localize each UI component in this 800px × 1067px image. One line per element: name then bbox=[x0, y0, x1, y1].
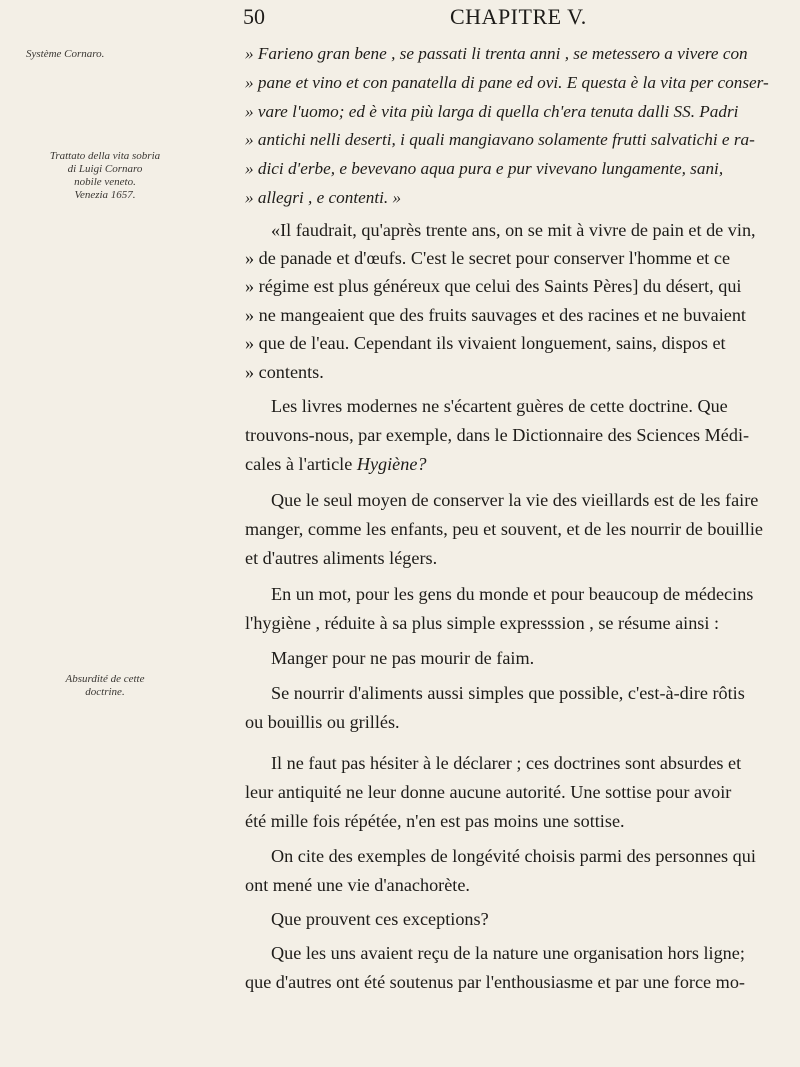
paragraph-line: Que prouvent ces exceptions? bbox=[271, 909, 489, 929]
paragraph-line: Que les uns avaient reçu de la nature une organisation hors ligne; bbox=[271, 943, 745, 963]
margin-note-line: di Luigi Cornaro bbox=[67, 163, 143, 175]
french-quote-line: » contents. bbox=[245, 362, 324, 382]
paragraph-line: et d'autres aliments légers. bbox=[245, 548, 438, 568]
paragraph-line: Que le seul moyen de conserver la vie des vieillards est de les faire bbox=[271, 490, 759, 510]
paragraph-line: Il ne faut pas hésiter à le déclarer ; ces doctrines sont absurdes et bbox=[271, 753, 742, 773]
french-quote-line: » ne mangeaient que des fruits sauvages et des racines et ne buvaient bbox=[245, 305, 746, 325]
paragraph-line bbox=[245, 454, 790, 475]
page-number: 50 bbox=[243, 4, 265, 29]
article-prefix: cales à l'article bbox=[245, 454, 357, 474]
italian-quote-line: » pane et vino et con panatella di pane ed ovi. E questa è la vita per conser- bbox=[245, 73, 769, 92]
italian-quote-line: » antichi nelli deserti, i quali mangiavano solamente frutti salvatichi e ra- bbox=[245, 130, 755, 149]
margin-note-line: Trattato della vita sobria bbox=[49, 150, 161, 162]
italian-quote-line: » allegri , e contenti. » bbox=[245, 188, 402, 207]
margin-note-absurdite bbox=[14, 673, 196, 699]
french-quote-line: » régime est plus généreux que celui des Saints Pères] du désert, qui bbox=[245, 276, 742, 296]
french-quote-line: «Il faudrait, qu'après trente ans, on se mit à vivre de pain et de vin, bbox=[271, 220, 756, 240]
paragraph-line: été mille fois répétée, n'en est pas moins une sottise. bbox=[245, 811, 625, 831]
paragraph-line: ou bouillis ou grillés. bbox=[245, 712, 400, 732]
paragraph-line: Les livres modernes ne s'écartent guères de cette doctrine. Que bbox=[271, 396, 728, 416]
paragraph-line: trouvons-nous, par exemple, dans le Dictionnaire des Sciences Médi- bbox=[245, 425, 750, 445]
paragraph-line: manger, comme les enfants, peu et souvent, et de les nourrir de bouillie bbox=[245, 519, 763, 539]
margin-note-line: nobile veneto. bbox=[74, 176, 136, 188]
paragraph-line: Manger pour ne pas mourir de faim. bbox=[271, 648, 535, 668]
margin-note-line: Venezia 1657. bbox=[74, 189, 136, 201]
margin-note-trattato bbox=[14, 150, 196, 202]
italian-quote-line: » dici d'erbe, e bevevano aqua pura e pur vivevano lungamente, sani, bbox=[245, 159, 724, 178]
chapter-title: CHAPITRE V. bbox=[450, 4, 587, 29]
article-title: Hygiène? bbox=[356, 454, 427, 474]
italian-quote-line: » Farieno gran bene , se passati li trenta anni , se metessero a vivere con bbox=[245, 44, 748, 63]
paragraph-line: que d'autres ont été soutenus par l'enthousiasme et par une force mo- bbox=[245, 972, 745, 992]
french-quote-line: » que de l'eau. Cependant ils vivaient longuement, sains, dispos et bbox=[245, 333, 726, 353]
paragraph-line: En un mot, pour les gens du monde et pour beaucoup de médecins bbox=[271, 584, 754, 604]
margin-note-line: doctrine. bbox=[85, 686, 125, 698]
french-quote-line: » de panade et d'œufs. C'est le secret pour conserver l'homme et ce bbox=[245, 248, 731, 268]
margin-note-line: Absurdité de cette bbox=[65, 673, 145, 685]
italian-quote-line: » vare l'uomo; ed è vita più larga di quella ch'era tenuta dalli SS. Padri bbox=[245, 102, 739, 121]
paragraph-line: l'hygiène , réduite à sa plus simple expresssion , se résume ainsi : bbox=[245, 613, 720, 633]
paragraph-line: Se nourrir d'aliments aussi simples que possible, c'est-à-dire rôtis bbox=[271, 683, 745, 703]
paragraph-line: On cite des exemples de longévité choisis parmi des personnes qui bbox=[271, 846, 756, 866]
paragraph-line: ont mené une vie d'anachorète. bbox=[245, 875, 470, 895]
margin-note-systeme: Système Cornaro. bbox=[26, 48, 105, 60]
paragraph-line: leur antiquité ne leur donne aucune autorité. Une sottise pour avoir bbox=[245, 782, 732, 802]
